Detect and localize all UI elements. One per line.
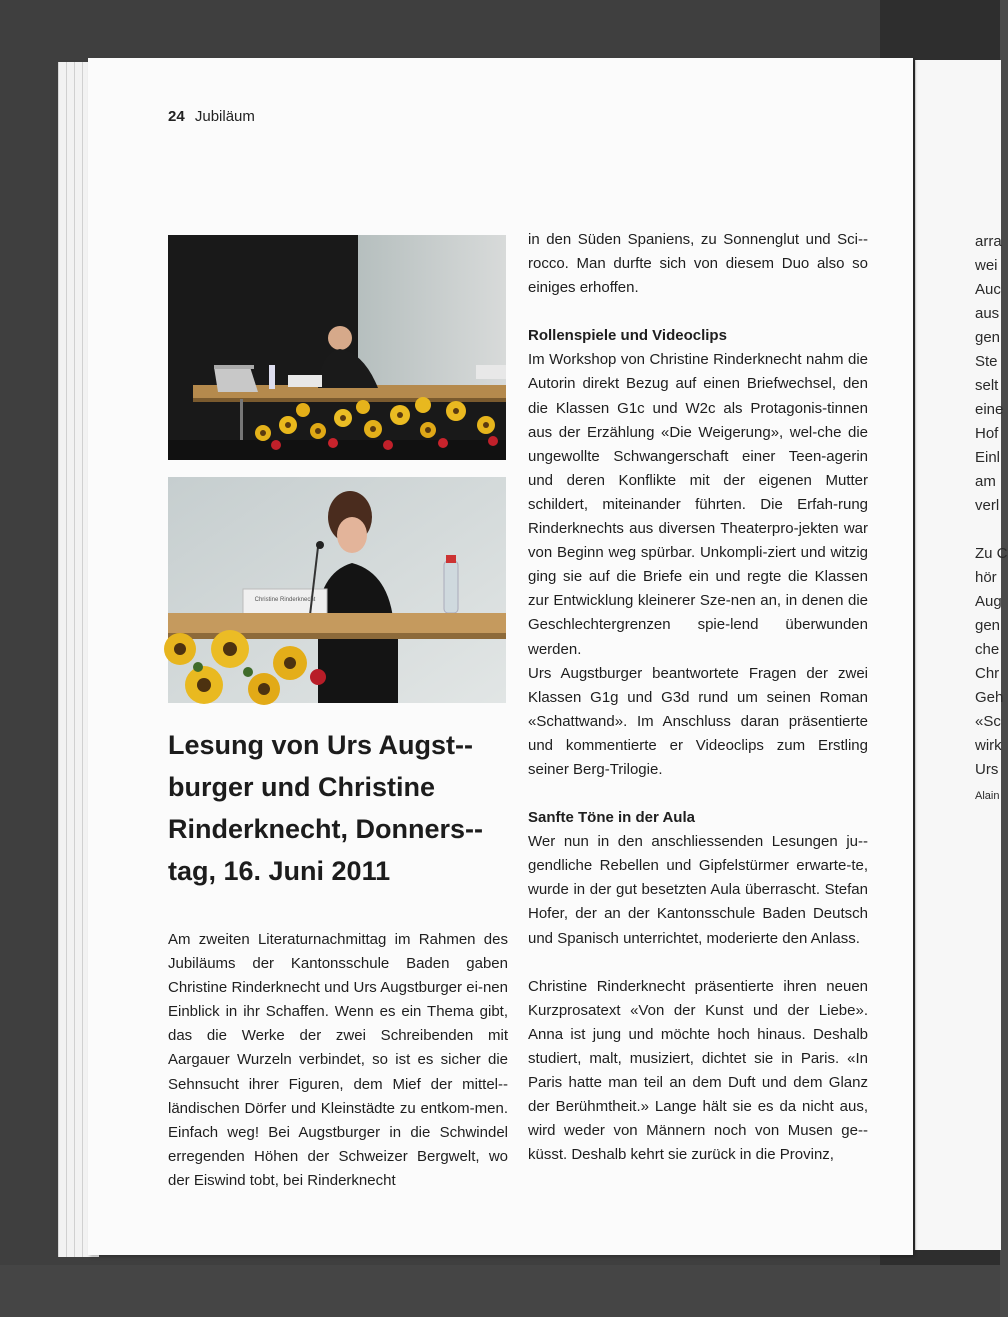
- article-paragraph: in den Süden Spaniens, zu Sonnenglut und Sci-rocco. Man durfte sich von diesem Duo also so einiges erhoffen.: [528, 231, 868, 297]
- next-page-fragment: wei: [975, 257, 998, 274]
- next-page-fragment: Geh: [975, 689, 1004, 706]
- article-paragraph: Wer nun in den anschliessenden Lesungen ju-gendliche Rebellen und Gipfelstürmer erwarte-te, wurde in der gut besetzten Aula überrascht. Stefan Hofer, der an der Kantonsschule Baden Deutsch und Spanisch unterrichtet, moderierte den Anlass.: [528, 833, 868, 947]
- section-heading: Rollenspiele und Videoclips: [528, 327, 727, 345]
- article-paragraph: Im Workshop von Christine Rinderknecht nahm die Autorin direkt Bezug auf einen Briefwechsel, den die Klassen G1c und W2c als Protagonis-tinnen aus der Erzählung «Die Weigerung», wel-che die ungewollte Schwangerschaft einer Teen-agerin und deren Konflikte mit der eigenen Mutter schildert, miteinander führten. Die Erfah-rung Rinderknechts aus diversen Theaterpro-jekten war von Beginn weg spürbar. Unkompli-ziert und witzig ging sie auf die Briefe ein und regte die Klassen zur Entwicklung kleinerer Sze-nen an, in denen die Geschlechtergrenzen spie-lend überwunden werden.: [528, 351, 868, 658]
- next-page-fragment: Einl: [975, 449, 1001, 466]
- magazine-page: [88, 58, 913, 1255]
- next-page-fragment: Zu C: [975, 545, 1008, 562]
- next-page-fragment: gen: [975, 617, 1001, 634]
- article-column-left: [168, 928, 508, 1193]
- reading-photo-urs-augstburger: [168, 235, 506, 460]
- next-page-fragment: Alain: [975, 790, 1000, 802]
- next-page-fragment: verl: [975, 497, 1000, 514]
- photo-illustration: [168, 477, 506, 703]
- next-page-fragment: gen: [975, 329, 1001, 346]
- next-page-fragment: selt: [975, 377, 999, 394]
- page-edge-line: [74, 62, 75, 1257]
- scan-background-bottom: [0, 1265, 1000, 1317]
- next-page-fragment: Aug: [975, 593, 1002, 610]
- article-column-right: [528, 228, 868, 1167]
- article-paragraph: Urs Augstburger beantwortete Fragen der zwei Klassen G1g und G3d rund um seinen Roman «Schattwand». Im Anschluss daran präsentierte und kommentierte er Videoclips zum Erstling seiner Berg-Trilogie.: [528, 664, 868, 778]
- next-page-fragment: arra: [975, 233, 1002, 250]
- photo-illustration: [168, 235, 506, 460]
- next-page-fragment: Chr: [975, 665, 1000, 682]
- next-page-fragment: Hof: [975, 425, 999, 442]
- page-edge-line: [82, 62, 83, 1257]
- section-heading: Sanfte Töne in der Aula: [528, 809, 695, 827]
- running-head: [168, 108, 255, 125]
- article-paragraph: Christine Rinderknecht präsentierte ihren neuen Kurzprosatext «Von der Kunst und der Liebe». Anna ist jung und möchte hoch hinaus. Deshalb studiert, malt, musiziert, dichtet sie in Paris. «In Paris hatte man teil an dem Duft und dem Glanz der Berühmtheit.» Lange hält sie es da nicht aus, wird weder von Männern noch von Musen ge-küsst. Deshalb kehrt sie zurück in die Provinz,: [528, 977, 868, 1164]
- nameplate-text: Christine Rinderknecht: [254, 597, 316, 603]
- next-page-fragment: hör: [975, 569, 997, 586]
- next-page-fragment: wirk: [975, 737, 1002, 754]
- page-number: 24: [168, 108, 185, 125]
- next-page-fragment: Ste: [975, 353, 998, 370]
- next-page-fragment: che: [975, 641, 1000, 658]
- next-page-fragment: Auc: [975, 281, 1001, 298]
- next-page: [915, 60, 1008, 1250]
- article-headline: Lesung von Urs Augst-burger und Christine Rinderknecht, Donners-tag, 16. Juni 2011: [168, 730, 484, 886]
- next-page-fragment: Urs: [975, 761, 999, 778]
- next-page-fragment: aus: [975, 305, 1000, 322]
- next-page-fragment: «Sc: [975, 713, 1001, 730]
- reading-photo-christine-rinderknecht: [168, 477, 506, 703]
- section-title: Jubiläum: [194, 108, 255, 125]
- page-edge-line: [66, 62, 67, 1257]
- article-paragraph: Am zweiten Literaturnachmittag im Rahmen des Jubiläums der Kantonsschule Baden gaben Christine Rinderknecht und Urs Augstburger ei-nen Einblick in ihr Schaffen. Wenn es ein Thema gibt, das die Werke der zwei Schreibenden mit Aargauer Wurzeln verbindet, so ist es sicher die Sehnsucht ihrer Figuren, dem Mief der mittel-ländischen Dörfer und Kleinstädte zu entkom-men. Einfach weg! Bei Augstburger in die Schwindel erregenden Höhen der Schweizer Bergwelt, wo der Eiswind tobt, bei Rinderknecht: [168, 931, 508, 1189]
- next-page-fragment: am: [975, 473, 996, 490]
- next-page-fragment: eine: [975, 401, 1004, 418]
